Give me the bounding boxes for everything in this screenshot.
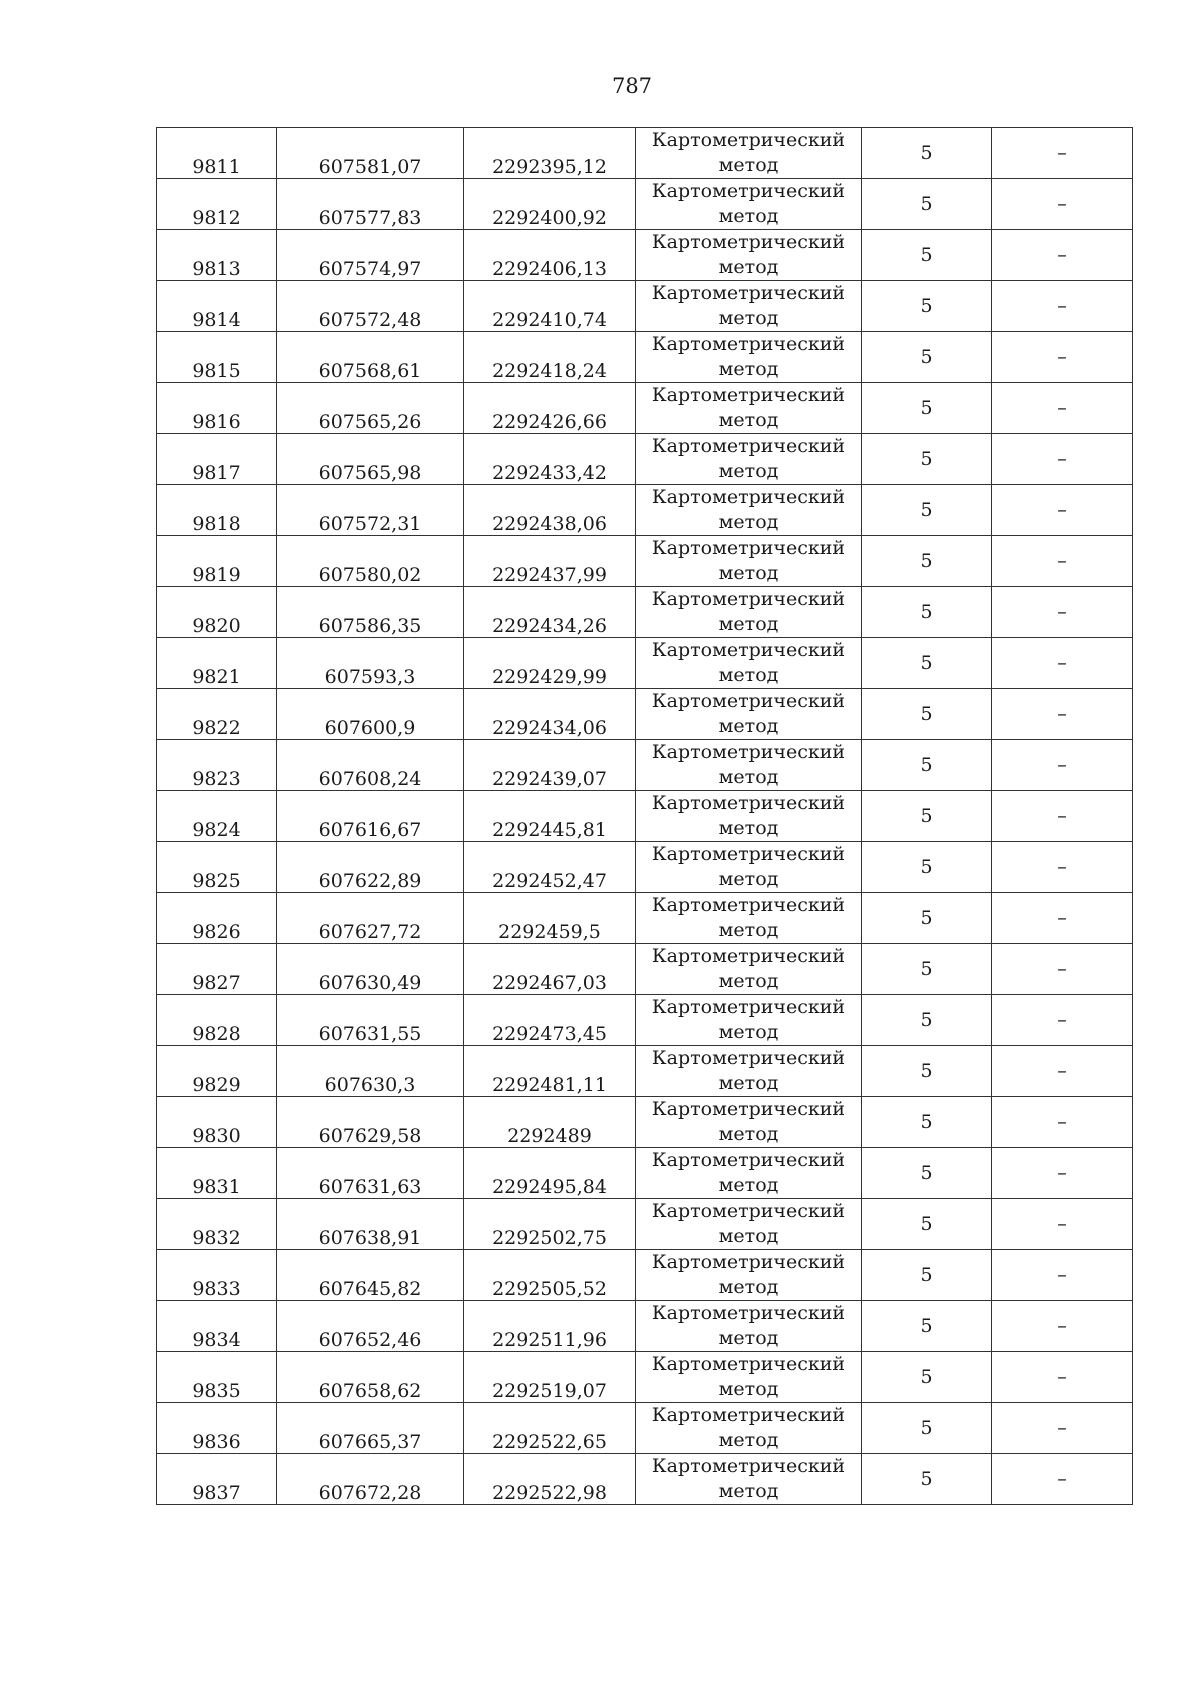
method-line-2: метод	[718, 256, 779, 278]
point-number-cell: 9823	[157, 740, 277, 791]
method-line-1: Картометрический	[651, 333, 846, 355]
method-line-2: метод	[718, 1123, 779, 1145]
note-cell: –	[992, 944, 1133, 995]
x-coordinate-cell: 607565,98	[277, 434, 464, 485]
method-line-1: Картометрический	[651, 1455, 846, 1477]
table-row	[157, 332, 1133, 383]
method-line-1: Картометрический	[651, 843, 846, 865]
note-cell: –	[992, 383, 1133, 434]
y-coordinate-cell: 2292418,24	[464, 332, 636, 383]
table-row	[157, 1250, 1133, 1301]
method-cell	[636, 536, 862, 587]
y-coordinate-cell: 2292519,07	[464, 1352, 636, 1403]
point-number-cell: 9816	[157, 383, 277, 434]
method-cell	[636, 332, 862, 383]
y-coordinate-cell: 2292495,84	[464, 1148, 636, 1199]
point-number-cell: 9833	[157, 1250, 277, 1301]
x-coordinate-cell: 607631,55	[277, 995, 464, 1046]
point-number-cell: 9827	[157, 944, 277, 995]
method-cell	[636, 230, 862, 281]
y-coordinate-cell: 2292473,45	[464, 995, 636, 1046]
point-number-cell: 9832	[157, 1199, 277, 1250]
y-coordinate-cell: 2292481,11	[464, 1046, 636, 1097]
note-cell: –	[992, 434, 1133, 485]
table-row	[157, 1403, 1133, 1454]
method-line-1: Картометрический	[651, 639, 846, 661]
note-cell: –	[992, 536, 1133, 587]
point-number-cell: 9836	[157, 1403, 277, 1454]
table-row	[157, 740, 1133, 791]
method-cell	[636, 740, 862, 791]
method-line-1: Картометрический	[651, 1047, 846, 1069]
method-line-2: метод	[718, 460, 779, 482]
method-line-1: Картометрический	[651, 1302, 846, 1324]
y-coordinate-cell: 2292467,03	[464, 944, 636, 995]
x-coordinate-cell: 607580,02	[277, 536, 464, 587]
accuracy-cell: 5	[862, 485, 992, 536]
x-coordinate-cell: 607629,58	[277, 1097, 464, 1148]
accuracy-cell: 5	[862, 536, 992, 587]
method-line-2: метод	[718, 1378, 779, 1400]
point-number-cell: 9829	[157, 1046, 277, 1097]
note-cell: –	[992, 587, 1133, 638]
method-cell	[636, 1199, 862, 1250]
accuracy-cell: 5	[862, 1352, 992, 1403]
method-cell	[636, 1352, 862, 1403]
method-cell	[636, 485, 862, 536]
x-coordinate-cell: 607665,37	[277, 1403, 464, 1454]
y-coordinate-cell: 2292489	[464, 1097, 636, 1148]
method-line-1: Картометрический	[651, 231, 846, 253]
method-line-1: Картометрический	[651, 1353, 846, 1375]
y-coordinate-cell: 2292502,75	[464, 1199, 636, 1250]
accuracy-cell: 5	[862, 1250, 992, 1301]
y-coordinate-cell: 2292400,92	[464, 179, 636, 230]
method-line-1: Картометрический	[651, 282, 846, 304]
method-line-1: Картометрический	[651, 1098, 846, 1120]
table-row	[157, 689, 1133, 740]
note-cell: –	[992, 1046, 1133, 1097]
point-number-cell: 9834	[157, 1301, 277, 1352]
note-cell: –	[992, 1250, 1133, 1301]
note-cell: –	[992, 1454, 1133, 1505]
accuracy-cell: 5	[862, 434, 992, 485]
method-cell	[636, 791, 862, 842]
method-line-2: метод	[718, 970, 779, 992]
point-number-cell: 9818	[157, 485, 277, 536]
method-line-2: метод	[718, 664, 779, 686]
method-line-2: метод	[718, 358, 779, 380]
method-line-2: метод	[718, 1276, 779, 1298]
note-cell: –	[992, 485, 1133, 536]
accuracy-cell: 5	[862, 1403, 992, 1454]
y-coordinate-cell: 2292426,66	[464, 383, 636, 434]
x-coordinate-cell: 607577,83	[277, 179, 464, 230]
method-line-2: метод	[718, 154, 779, 176]
x-coordinate-cell: 607574,97	[277, 230, 464, 281]
method-line-2: метод	[718, 1021, 779, 1043]
point-number-cell: 9812	[157, 179, 277, 230]
x-coordinate-cell: 607593,3	[277, 638, 464, 689]
x-coordinate-cell: 607572,31	[277, 485, 464, 536]
note-cell: –	[992, 995, 1133, 1046]
method-line-2: метод	[718, 1327, 779, 1349]
table-row	[157, 944, 1133, 995]
method-line-2: метод	[718, 1174, 779, 1196]
y-coordinate-cell: 2292429,99	[464, 638, 636, 689]
method-cell	[636, 1250, 862, 1301]
method-line-1: Картометрический	[651, 486, 846, 508]
table-row	[157, 1148, 1133, 1199]
accuracy-cell: 5	[862, 791, 992, 842]
method-line-2: метод	[718, 613, 779, 635]
accuracy-cell: 5	[862, 332, 992, 383]
y-coordinate-cell: 2292522,65	[464, 1403, 636, 1454]
accuracy-cell: 5	[862, 128, 992, 179]
method-line-2: метод	[718, 868, 779, 890]
method-line-2: метод	[718, 511, 779, 533]
y-coordinate-cell: 2292410,74	[464, 281, 636, 332]
y-coordinate-cell: 2292395,12	[464, 128, 636, 179]
method-line-1: Картометрический	[651, 384, 846, 406]
method-line-1: Картометрический	[651, 1149, 846, 1171]
method-cell	[636, 842, 862, 893]
method-line-2: метод	[718, 205, 779, 227]
note-cell: –	[992, 893, 1133, 944]
y-coordinate-cell: 2292459,5	[464, 893, 636, 944]
accuracy-cell: 5	[862, 638, 992, 689]
method-line-2: метод	[718, 766, 779, 788]
y-coordinate-cell: 2292438,06	[464, 485, 636, 536]
accuracy-cell: 5	[862, 281, 992, 332]
x-coordinate-cell: 607572,48	[277, 281, 464, 332]
accuracy-cell: 5	[862, 689, 992, 740]
y-coordinate-cell: 2292522,98	[464, 1454, 636, 1505]
point-number-cell: 9815	[157, 332, 277, 383]
note-cell: –	[992, 842, 1133, 893]
x-coordinate-cell: 607565,26	[277, 383, 464, 434]
accuracy-cell: 5	[862, 1097, 992, 1148]
note-cell: –	[992, 230, 1133, 281]
y-coordinate-cell: 2292439,07	[464, 740, 636, 791]
accuracy-cell: 5	[862, 842, 992, 893]
table-row	[157, 179, 1133, 230]
method-line-2: метод	[718, 562, 779, 584]
x-coordinate-cell: 607586,35	[277, 587, 464, 638]
note-cell: –	[992, 1403, 1133, 1454]
table-row	[157, 893, 1133, 944]
point-number-cell: 9814	[157, 281, 277, 332]
note-cell: –	[992, 740, 1133, 791]
method-cell	[636, 944, 862, 995]
table-row	[157, 842, 1133, 893]
note-cell: –	[992, 1097, 1133, 1148]
table-row	[157, 434, 1133, 485]
accuracy-cell: 5	[862, 1454, 992, 1505]
table-row	[157, 1199, 1133, 1250]
method-line-2: метод	[718, 1225, 779, 1247]
method-line-2: метод	[718, 715, 779, 737]
x-coordinate-cell: 607630,49	[277, 944, 464, 995]
accuracy-cell: 5	[862, 230, 992, 281]
x-coordinate-cell: 607672,28	[277, 1454, 464, 1505]
method-cell	[636, 128, 862, 179]
table-row	[157, 638, 1133, 689]
method-cell	[636, 1148, 862, 1199]
point-number-cell: 9822	[157, 689, 277, 740]
table-row	[157, 536, 1133, 587]
point-number-cell: 9826	[157, 893, 277, 944]
method-line-2: метод	[718, 919, 779, 941]
table-row	[157, 1454, 1133, 1505]
table-row	[157, 1046, 1133, 1097]
point-number-cell: 9811	[157, 128, 277, 179]
x-coordinate-cell: 607630,3	[277, 1046, 464, 1097]
method-cell	[636, 689, 862, 740]
note-cell: –	[992, 128, 1133, 179]
x-coordinate-cell: 607638,91	[277, 1199, 464, 1250]
point-number-cell: 9824	[157, 791, 277, 842]
table-row	[157, 281, 1133, 332]
point-number-cell: 9828	[157, 995, 277, 1046]
point-number-cell: 9837	[157, 1454, 277, 1505]
note-cell: –	[992, 281, 1133, 332]
method-line-1: Картометрический	[651, 435, 846, 457]
method-line-1: Картометрический	[651, 741, 846, 763]
note-cell: –	[992, 179, 1133, 230]
accuracy-cell: 5	[862, 1046, 992, 1097]
table-row	[157, 1352, 1133, 1403]
accuracy-cell: 5	[862, 944, 992, 995]
method-line-2: метод	[718, 817, 779, 839]
point-number-cell: 9831	[157, 1148, 277, 1199]
note-cell: –	[992, 1352, 1133, 1403]
note-cell: –	[992, 1148, 1133, 1199]
y-coordinate-cell: 2292505,52	[464, 1250, 636, 1301]
table-row	[157, 128, 1133, 179]
y-coordinate-cell: 2292406,13	[464, 230, 636, 281]
method-cell	[636, 1046, 862, 1097]
y-coordinate-cell: 2292434,06	[464, 689, 636, 740]
method-line-2: метод	[718, 409, 779, 431]
method-line-1: Картометрический	[651, 792, 846, 814]
note-cell: –	[992, 332, 1133, 383]
method-cell	[636, 434, 862, 485]
method-line-2: метод	[718, 307, 779, 329]
table-row	[157, 1097, 1133, 1148]
method-line-1: Картометрический	[651, 1404, 846, 1426]
method-line-1: Картометрический	[651, 1200, 846, 1222]
x-coordinate-cell: 607627,72	[277, 893, 464, 944]
x-coordinate-cell: 607652,46	[277, 1301, 464, 1352]
table-row	[157, 230, 1133, 281]
point-number-cell: 9835	[157, 1352, 277, 1403]
x-coordinate-cell: 607608,24	[277, 740, 464, 791]
accuracy-cell: 5	[862, 587, 992, 638]
note-cell: –	[992, 791, 1133, 842]
x-coordinate-cell: 607616,67	[277, 791, 464, 842]
y-coordinate-cell: 2292452,47	[464, 842, 636, 893]
table-row	[157, 587, 1133, 638]
accuracy-cell: 5	[862, 740, 992, 791]
accuracy-cell: 5	[862, 1148, 992, 1199]
method-line-1: Картометрический	[651, 945, 846, 967]
method-cell	[636, 179, 862, 230]
point-number-cell: 9830	[157, 1097, 277, 1148]
x-coordinate-cell: 607631,63	[277, 1148, 464, 1199]
method-cell	[636, 893, 862, 944]
y-coordinate-cell: 2292433,42	[464, 434, 636, 485]
table-row	[157, 791, 1133, 842]
method-cell	[636, 1403, 862, 1454]
table-row	[157, 995, 1133, 1046]
y-coordinate-cell: 2292445,81	[464, 791, 636, 842]
note-cell: –	[992, 1301, 1133, 1352]
accuracy-cell: 5	[862, 1301, 992, 1352]
method-line-1: Картометрический	[651, 1251, 846, 1273]
x-coordinate-cell: 607568,61	[277, 332, 464, 383]
method-line-2: метод	[718, 1072, 779, 1094]
method-cell	[636, 1097, 862, 1148]
x-coordinate-cell: 607658,62	[277, 1352, 464, 1403]
note-cell: –	[992, 689, 1133, 740]
table-row	[157, 485, 1133, 536]
table-row	[157, 1301, 1133, 1352]
y-coordinate-cell: 2292511,96	[464, 1301, 636, 1352]
accuracy-cell: 5	[862, 1199, 992, 1250]
y-coordinate-cell: 2292437,99	[464, 536, 636, 587]
method-cell	[636, 587, 862, 638]
accuracy-cell: 5	[862, 383, 992, 434]
method-line-2: метод	[718, 1480, 779, 1502]
method-cell	[636, 995, 862, 1046]
method-cell	[636, 1301, 862, 1352]
note-cell: –	[992, 1199, 1133, 1250]
method-cell	[636, 638, 862, 689]
method-line-1: Картометрический	[651, 537, 846, 559]
method-line-2: метод	[718, 1429, 779, 1451]
point-number-cell: 9821	[157, 638, 277, 689]
method-line-1: Картометрический	[651, 690, 846, 712]
x-coordinate-cell: 607600,9	[277, 689, 464, 740]
point-number-cell: 9817	[157, 434, 277, 485]
note-cell: –	[992, 638, 1133, 689]
method-cell	[636, 1454, 862, 1505]
y-coordinate-cell: 2292434,26	[464, 587, 636, 638]
x-coordinate-cell: 607581,07	[277, 128, 464, 179]
method-cell	[636, 281, 862, 332]
method-line-1: Картометрический	[651, 894, 846, 916]
point-number-cell: 9825	[157, 842, 277, 893]
x-coordinate-cell: 607622,89	[277, 842, 464, 893]
coordinates-table-body	[157, 128, 1133, 1505]
x-coordinate-cell: 607645,82	[277, 1250, 464, 1301]
point-number-cell: 9813	[157, 230, 277, 281]
table-row	[157, 383, 1133, 434]
accuracy-cell: 5	[862, 995, 992, 1046]
method-line-1: Картометрический	[651, 588, 846, 610]
method-line-1: Картометрический	[651, 180, 846, 202]
accuracy-cell: 5	[862, 893, 992, 944]
method-line-1: Картометрический	[651, 129, 846, 151]
point-number-cell: 9819	[157, 536, 277, 587]
method-line-1: Картометрический	[651, 996, 846, 1018]
method-cell	[636, 383, 862, 434]
page-number: 787	[611, 74, 653, 98]
accuracy-cell: 5	[862, 179, 992, 230]
coordinates-table	[156, 127, 1133, 1505]
point-number-cell: 9820	[157, 587, 277, 638]
